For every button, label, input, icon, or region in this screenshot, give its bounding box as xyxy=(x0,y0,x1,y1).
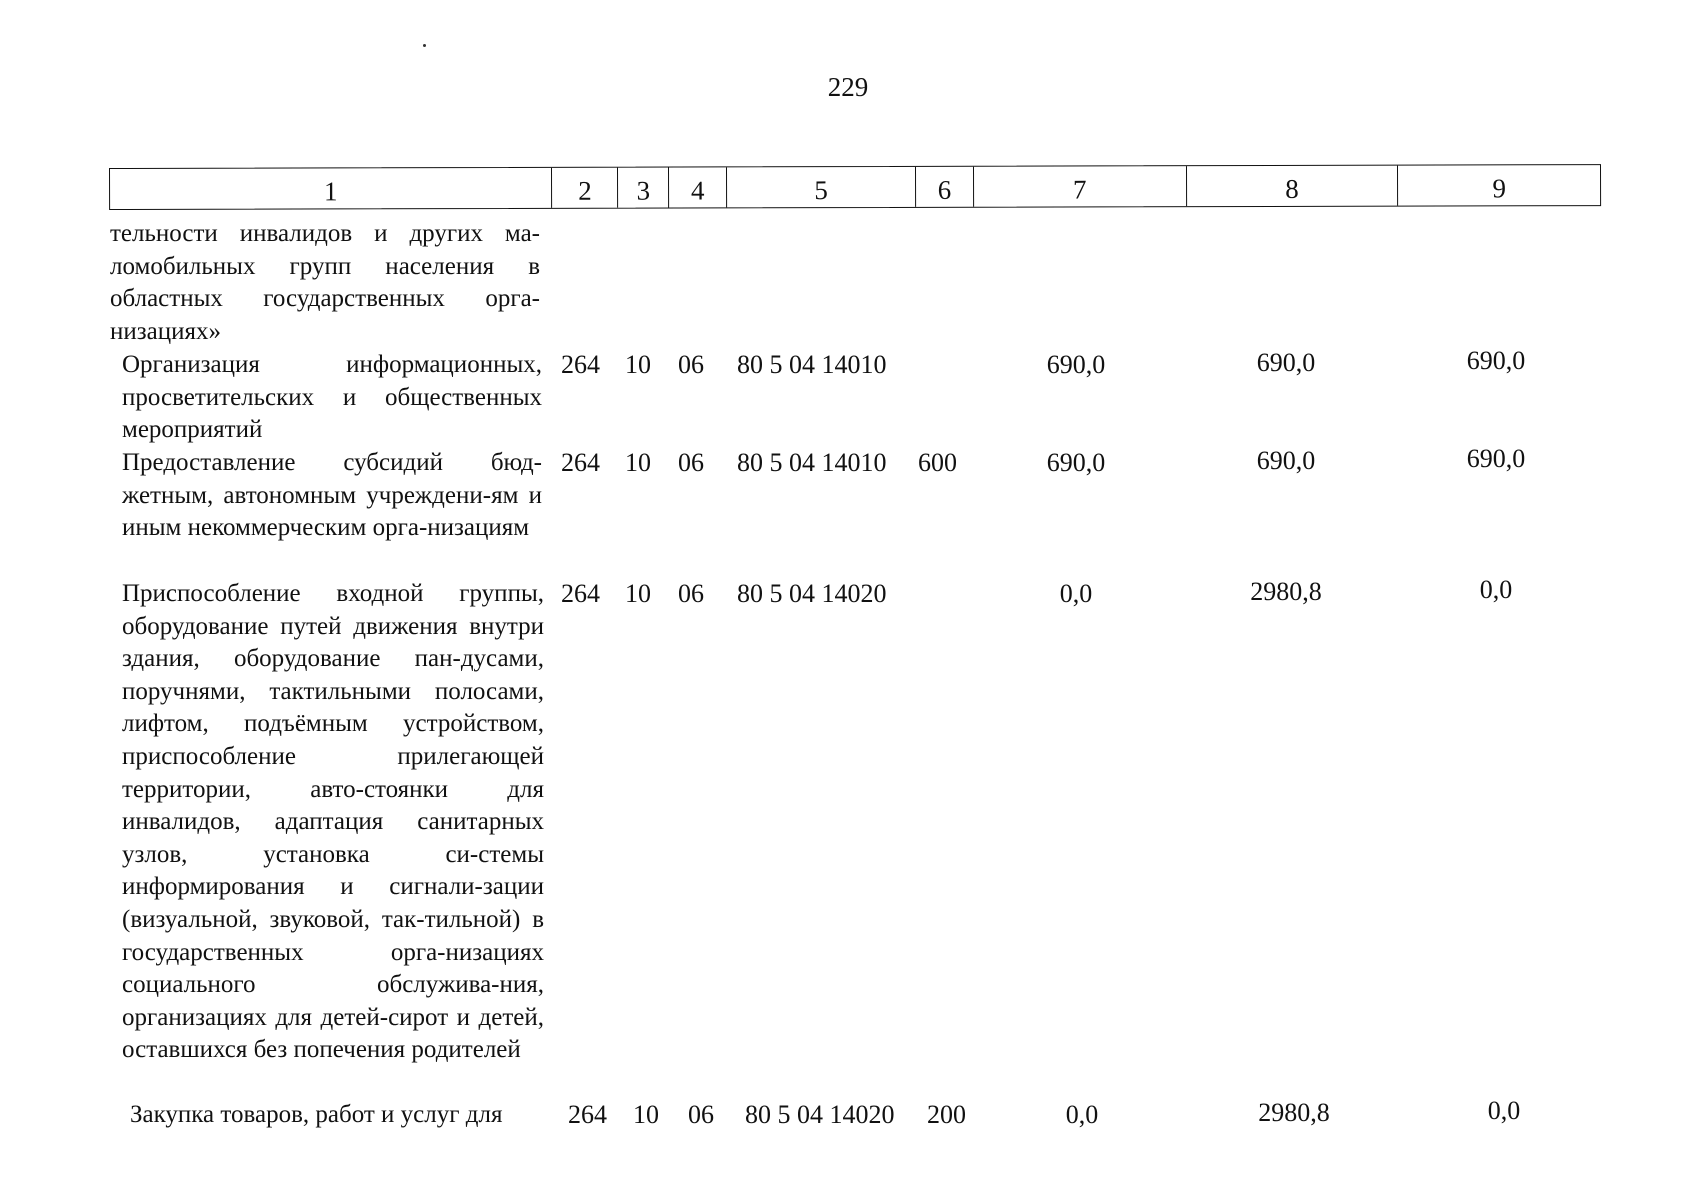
cell-col-5: 80 5 04 14020 xyxy=(745,1100,895,1129)
cell-col-8: 690,0 xyxy=(1256,446,1316,475)
cell-col-8: 2980,8 xyxy=(1250,577,1322,606)
cell-col-4: 06 xyxy=(678,448,704,477)
cell-col-9: 0,0 xyxy=(1479,575,1513,604)
scan-speck xyxy=(423,44,426,47)
cell-col-6: 600 xyxy=(918,448,957,477)
table-header xyxy=(109,164,1601,210)
cell-col-3: 10 xyxy=(625,579,651,608)
cell-col-5: 80 5 04 14010 xyxy=(737,350,887,379)
cell-col-7: 0,0 xyxy=(1065,1100,1099,1129)
cell-col-4: 06 xyxy=(678,350,704,379)
row-description: тельности инвалидов и других ма-ломобильных групп населения в областных государственных орга-низациях» xyxy=(110,220,540,345)
row-description: Приспособление входной группы, оборудование путей движения внутри здания, оборудование пан-дусами, поручнями, тактильными полосами, лифтом, подъёмным устройством, приспособление прилегающей территории, авто-стоянки для инвалидов, адаптация санитарных узлов, установка си-стемы информирования и сигнали-зации (визуальной, звуковой, так-тильной) в государственных орга-низациях социального обслужива-ния, организациях для детей-сирот и детей, оставшихся без попечения родителей xyxy=(122,580,544,1064)
page-number: 229 xyxy=(827,72,869,102)
header-col-9: 9 xyxy=(1492,172,1506,203)
header-col-8: 8 xyxy=(1187,166,1399,207)
cell-col-2: 264 xyxy=(568,1100,607,1129)
row-description: Предоставление субсидий бюд-жетным, автономным учреждени-ям и иным некоммерческим орга-низациям xyxy=(122,449,542,542)
cell-col-7: 0,0 xyxy=(1059,579,1093,608)
cell-col-2: 264 xyxy=(561,350,600,379)
cell-col-4: 06 xyxy=(678,579,704,608)
cell-col-9: 690,0 xyxy=(1466,444,1526,473)
header-col-2: 2 xyxy=(552,168,618,208)
cell-col-7: 690,0 xyxy=(1046,448,1106,477)
cell-col-7: 690,0 xyxy=(1046,350,1106,379)
header-col-7: 7 xyxy=(974,166,1187,207)
cell-col-3: 10 xyxy=(633,1100,659,1129)
cell-col-8: 2980,8 xyxy=(1258,1098,1330,1127)
cell-col-2: 264 xyxy=(561,579,600,608)
header-col-4: 4 xyxy=(669,167,727,207)
cell-col-4: 06 xyxy=(688,1100,714,1129)
header-col-6: 6 xyxy=(916,167,974,207)
cell-col-6: 200 xyxy=(927,1100,966,1129)
cell-col-3: 10 xyxy=(625,448,651,477)
cell-col-2: 264 xyxy=(561,448,600,477)
header-col-3: 3 xyxy=(618,168,669,208)
cell-col-9: 690,0 xyxy=(1466,346,1526,375)
header-col-1: 1 xyxy=(110,168,553,209)
row-description: Организация информационных, просветительских и общественных мероприятий xyxy=(122,351,542,444)
header-col-5: 5 xyxy=(727,167,916,207)
cell-col-5: 80 5 04 14010 xyxy=(737,448,887,477)
cell-col-3: 10 xyxy=(625,350,651,379)
cell-col-5: 80 5 04 14020 xyxy=(737,579,887,608)
row-description: Закупка товаров, работ и услуг для xyxy=(130,1101,503,1128)
cell-col-9: 0,0 xyxy=(1487,1096,1521,1125)
cell-col-8: 690,0 xyxy=(1256,348,1316,377)
